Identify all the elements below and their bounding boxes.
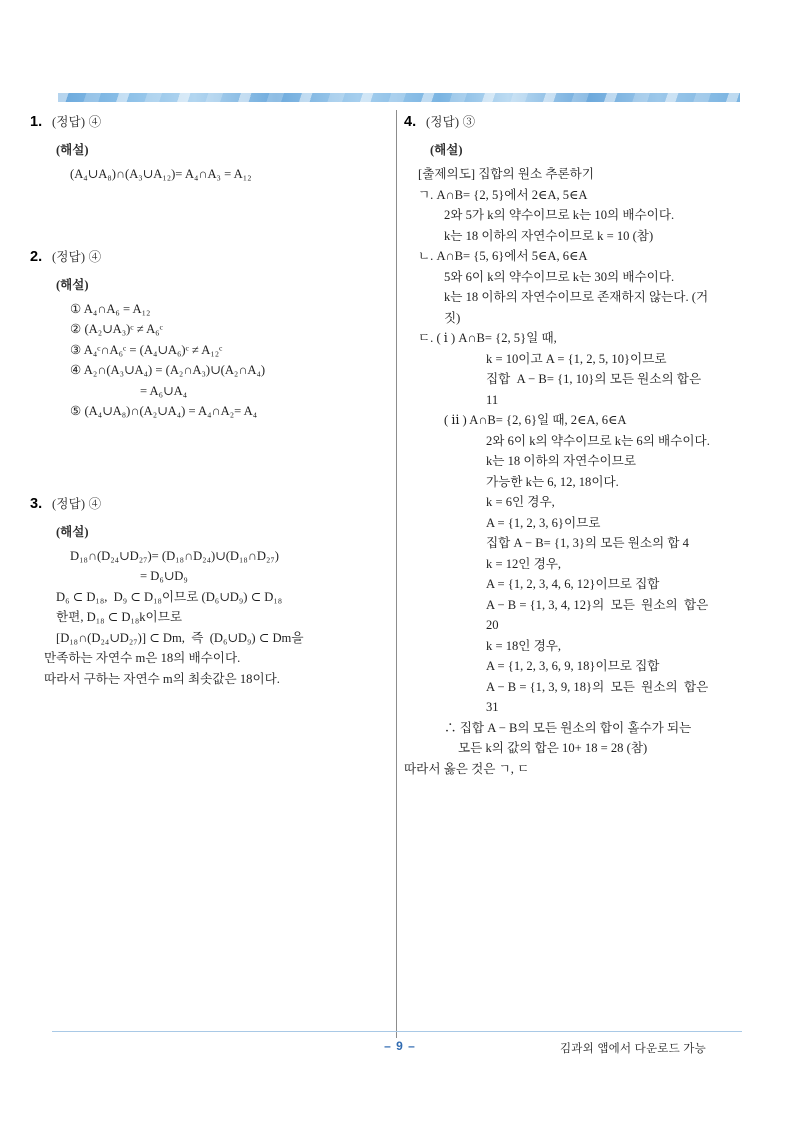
solution-line: 따라서 구하는 자연수 m의 최솟값은 18이다. [44,671,280,686]
solution-line: ④ A₂∩(A₃∪A₄) = (A₂∩A₃)∪(A₂∩A₄) [70,363,266,377]
solution-line: 짓) [444,310,461,325]
page-number: – 9 – [384,1039,416,1053]
problem-4-solution-label: (해설) [430,143,463,157]
problem-1 [30,112,390,185]
solution-line: k = 6인 경우, [486,495,555,509]
solution-line: 한편, D₁₈ ⊂ D₁₈k이므로 [56,610,183,624]
problem-2-answer: (정답) ④ [52,249,102,264]
solution-line: 2와 5가 k의 약수이므로 k는 10의 배수이다. [444,208,675,222]
footer-rule [52,1031,742,1032]
problem-4-answer: (정답) ③ [426,115,476,129]
problem-2-solution-body [30,299,390,422]
problem-2 [30,247,390,422]
solution-line: D₁₈∩(D₂₄∪D₂₇)= (D₁₈∩D₂₄)∪(D₁₈∩D₂₇) [70,548,279,563]
solution-line: [D₁₈∩(D₂₄∪D₂₇)] ⊂ Dm, 즉 (D₆∪D₉) ⊂ Dm을 [56,630,304,645]
solution-line: A = {1, 2, 3, 4, 6, 12}이므로 집합 [486,577,660,591]
solution-line: ㄷ. ( ⅰ ) A∩B= {2, 5}일 때, [418,331,557,345]
spacer [30,422,390,484]
solution-line: 31 [486,700,499,714]
problem-1-solution-body [30,164,390,185]
solution-line: 11 [486,392,499,407]
problem-4-header [404,112,764,131]
solution-line: 만족하는 자연수 m은 18의 배수이다. [44,651,241,665]
solution-line: ∴ 집합 A − B의 모든 원소의 합이 홀수가 되는 [444,720,692,735]
problem-2-solution-label: (해설) [56,277,89,292]
solution-line: k는 18 이하의 자연수이므로 존재하지 않는다. (거 [444,290,709,304]
problem-3-solution-body [30,546,390,690]
problem-3-number: 3. [30,495,43,512]
solution-line: A − B = {1, 3, 9, 18}의 모든 원소의 합은 [486,679,709,694]
problem-3 [30,494,390,690]
problem-2-number: 2. [30,248,43,265]
spacer [30,185,390,247]
solution-line: ③ A₄ᶜ∩A₆ᶜ = (A₄∪A₆)ᶜ ≠ A₁₂ᶜ [70,342,223,357]
solution-line: k = 10이고 A = {1, 2, 5, 10}이므로 [486,351,667,366]
problem-3-header [30,494,390,513]
header-bar-pattern-overlay [58,93,740,102]
solution-line: 가능한 k는 6, 12, 18이다. [486,474,619,489]
spacer [30,484,390,494]
solution-line: (A₄∪A₈)∩(A₃∪A₁₂)= A₄∩A₃ = A₁₂ [70,167,252,181]
problem-4 [404,112,764,779]
problem-3-solution-label: (해설) [56,524,89,539]
solution-line: 따라서 옳은 것은 ㄱ, ㄷ [404,761,530,776]
solution-line: ( ⅱ ) A∩B= {2, 6}일 때, 2∈A, 6∈A [444,413,627,427]
column-divider [396,110,397,1038]
solution-line: ② (A₂∪A₃)ᶜ ≠ A₆ᶜ [70,322,163,336]
problem-1-solution-label: (해설) [56,143,89,157]
solution-line: k는 18 이하의 자연수이므로 [486,454,636,468]
solution-line: k는 18 이하의 자연수이므로 k = 10 (참) [444,228,654,243]
solution-line: k = 18인 경우, [486,638,562,653]
problem-2-header [30,247,390,266]
solution-line: A = {1, 2, 3, 6}이므로 [486,515,601,530]
problem-3-answer: (정답) ④ [52,496,102,511]
solution-line: D₆ ⊂ D₁₈, D₉ ⊂ D₁₈이므로 (D₆∪D₉) ⊂ D₁₈ [56,589,283,604]
solution-line: ⑤ (A₄∪A₈)∩(A₂∪A₄) = A₄∩A₂= A₄ [70,404,258,418]
problem-4-solution-body [404,164,764,779]
right-column [404,112,764,779]
solution-line: A = {1, 2, 3, 6, 9, 18}이므로 집합 [486,659,660,673]
solution-line: = A₆∪A₄ [140,383,188,398]
solution-line: k = 12인 경우, [486,556,562,571]
problem-1-answer: (정답) ④ [52,115,102,129]
solution-line: 5와 6이 k의 약수이므로 k는 30의 배수이다. [444,269,675,284]
solution-line: 집합 A − B= {1, 10}의 모든 원소의 합은 [486,372,702,386]
solution-line: ㄱ. A∩B= {2, 5}에서 2∈A, 5∈A [418,187,588,202]
problem-4-number: 4. [404,114,417,130]
solution-line: ㄴ. A∩B= {5, 6}에서 5∈A, 6∈A [418,249,588,263]
solution-line: = D₆∪D₉ [140,569,188,583]
left-column [30,112,390,689]
solution-line: A − B = {1, 3, 4, 12}의 모든 원소의 합은 [486,597,709,612]
solution-line: ① A₄∩A₆ = A₁₂ [70,301,151,316]
footer-note: 김과외 앱에서 다운로드 가능 [560,1043,706,1055]
solution-line: 2와 6이 k의 약수이므로 k는 6의 배수이다. [486,433,710,448]
solution-line: 집합 A − B= {1, 3}의 모든 원소의 합 4 [486,536,689,550]
problem-1-header [30,112,390,131]
solution-line: [출제의도] 집합의 원소 추론하기 [418,167,594,181]
solution-line: 20 [486,618,499,632]
problem-1-number: 1. [30,114,43,130]
solution-line: 모든 k의 값의 합은 10+ 18 = 28 (참) [458,741,648,755]
